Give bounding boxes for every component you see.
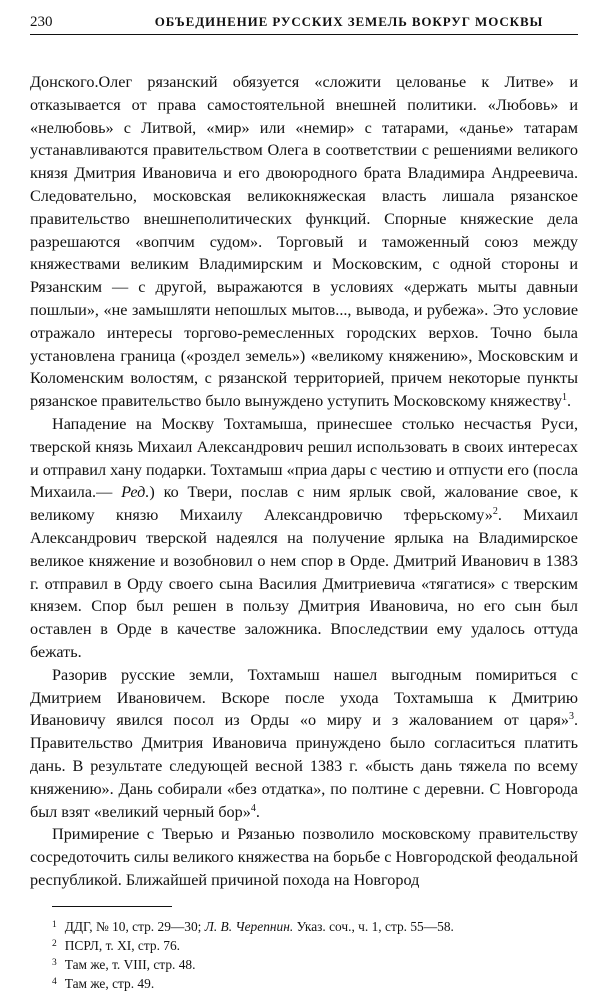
footnote-mark: 1 (52, 919, 57, 930)
footnote (52, 974, 578, 993)
footnote-author: Л. В. Черепнин. (204, 918, 294, 934)
paragraph (30, 413, 578, 664)
footnotes (52, 917, 578, 993)
footnote-text: Указ. соч., ч. 1, стр. 55—58. (293, 918, 454, 934)
text-run: Нападение на Москву Тохтамыша, принесшее столько несчастья Руси, тверской князь Михаил Александрович решил использовать в своих интересах и отправил хану подарки. Тохтамыш «приа дары с честию и отпусти его (посла Михаила.— (30, 414, 578, 502)
footnote-text: Там же, стр. 49. (64, 975, 155, 991)
text-run: . Правительство Дмитрия Ивановича принуждено было согласиться платить дань. В результате следующей весной 1383 г. «бысть дань тяжела по всему княжению». Дань собирали «без отдатка», по полтине с деревни. С Новгорода был взят «великий черный бор» (30, 711, 578, 821)
footnote-text: ДДГ, № 10, стр. 29—30; (64, 918, 205, 934)
footnote-mark: 2 (52, 938, 57, 949)
main-text (30, 71, 578, 892)
page-number: 230 (30, 14, 53, 30)
paragraph (30, 664, 578, 824)
text-run: . (567, 392, 572, 411)
footnote (52, 936, 578, 955)
footnote-ref: 1 (562, 392, 568, 404)
running-title: ОБЪЕДИНЕНИЕ РУССКИХ ЗЕМЕЛЬ ВОКРУГ МОСКВЫ (154, 14, 544, 29)
text-run: . Михаил Александрович тверской надеялся на получение ярлыка на Владимирское великое княжение и возобновил о нем спор в Орде. Дмитрий Иванович в 1383 г. отправил в Орду своего сына Василия Дмитриевича «тягатися» с тверским князем. Спор был решен в пользу Дмитрия Ивановича, но его сын был оставлен в Орде в качестве заложника. Впоследствии ему удалось оттуда бежать. (30, 506, 578, 661)
text-run: ) ко Твери, послав с ним ярлык свой, жалование свое, к великому князю Михаилу Александровичю тферьскому» (30, 483, 579, 525)
book-page (30, 12, 578, 993)
footnote-mark: 4 (52, 976, 57, 987)
paragraph (30, 823, 578, 891)
footnote-mark: 3 (52, 957, 57, 968)
paragraph (30, 71, 578, 413)
editor-note: Ред. (121, 483, 150, 502)
footnote-text: Там же, т. VIII, стр. 48. (64, 956, 196, 972)
text-run: Примирение с Тверью и Рязанью позволило московскому правительству сосредоточить силы великого княжества на борьбе с Новгородской феодальной республикой. Ближайшей причиной похода на Новгород (30, 825, 578, 889)
footnote-ref: 4 (250, 802, 256, 814)
footnote-divider (52, 906, 172, 907)
footnote-ref: 3 (568, 711, 574, 723)
page-header (30, 12, 578, 35)
text-run: . (255, 802, 260, 821)
text-run: Донского.Олег рязанский обязуется «сложити целованье к Литве» и отказывается от права самостоятельной внешней политики. «Любовь» и «нелюбовь» с Литвой, «мир» или «немир» с татарами, «данье» татарам устанавливаются правительством Олега в соответствии с решениями великого князя Дмитрия Ивановича и его двоюродного брата Владимира Андреевича. Следовательно, московская великокняжеская власть лишала рязанское правительство внешнеполитических функций. Спорные княжеские дела разрешаются «вопчим судом». Торговый и таможенный союз между княжествами великим Владимирским и Московским, с одной стороны и Рязанским — с другой, выражаются в условиях «держать мыты давныи пошлыи», «не замышляти непошлых мытов..., вывода, и рубежа». Это условие отражало интересы торгово-ремесленных городских верхов. Точно была установлена граница («роздел земель») «великому княжению», Московским и Коломенским волостям, с рязанской территорией, причем некоторые пункты рязанское правительство было вынуждено уступить Московскому княжеству (30, 73, 578, 411)
text-run: Разорив русские земли, Тохтамыш нашел выгодным помириться с Дмитрием Ивановичем. Вскоре после ухода Тохтамыша к Дмитрию Ивановичу явился посол из Орды «о миру и з жалованием от царя» (30, 665, 578, 730)
footnote-ref: 2 (492, 506, 498, 518)
footnote-text: ПСРЛ, т. XI, стр. 76. (64, 937, 181, 953)
footnote (52, 955, 578, 974)
